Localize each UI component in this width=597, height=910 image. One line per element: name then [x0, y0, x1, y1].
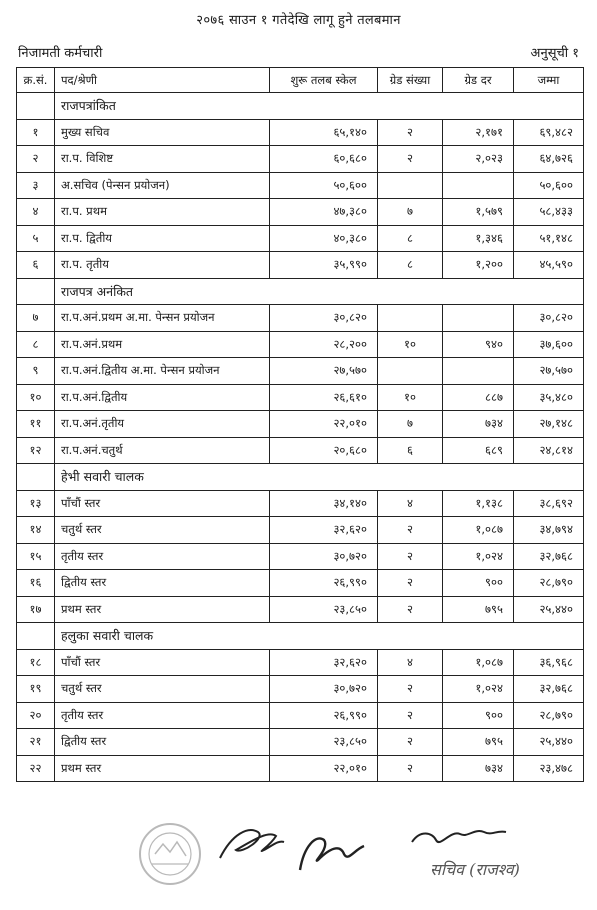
cell-total: २३,४७८: [514, 755, 584, 782]
cell-scale: ६५,१४०: [270, 119, 378, 146]
cell-post: रा.प. विशिष्ट: [55, 146, 270, 173]
table-row: [17, 119, 584, 146]
cell-grades: ४: [378, 490, 443, 517]
table-row: [17, 305, 584, 332]
cell-sn: ७: [17, 305, 55, 332]
cell-post: तृतीय स्तर: [55, 702, 270, 729]
cell-rate: ७९५: [443, 596, 514, 623]
cell-scale: २२,०१०: [270, 411, 378, 438]
cell-grades: ७: [378, 411, 443, 438]
cell-total: ६४,७२६: [514, 146, 584, 173]
cell-rate: ६८९: [443, 437, 514, 464]
cell-grades: [378, 305, 443, 332]
cell-sn: १९: [17, 676, 55, 703]
cell-sn: २२: [17, 755, 55, 782]
cell-rate: [443, 172, 514, 199]
col-header-post: पद/श्रेणी: [55, 68, 270, 93]
cell-total: ३६,९६८: [514, 649, 584, 676]
cell-sn: १: [17, 119, 55, 146]
cell-scale: ३०,७२०: [270, 676, 378, 703]
cell-total: ३८,६९२: [514, 490, 584, 517]
section-empty-cell: [17, 464, 55, 491]
section-title: हेभी सवारी चालक: [55, 464, 584, 491]
cell-scale: २३,८५०: [270, 596, 378, 623]
section-title: राजपत्रांकित: [55, 93, 584, 120]
cell-grades: २: [378, 676, 443, 703]
cell-rate: [443, 358, 514, 385]
cell-rate: १,०८७: [443, 517, 514, 544]
cell-grades: ८: [378, 252, 443, 279]
cell-rate: ७३४: [443, 411, 514, 438]
cell-rate: [443, 305, 514, 332]
cell-sn: १७: [17, 596, 55, 623]
cell-scale: ६०,६८०: [270, 146, 378, 173]
cell-scale: ५०,६००: [270, 172, 378, 199]
cell-total: ५१,१४८: [514, 225, 584, 252]
cell-scale: ३२,६२०: [270, 517, 378, 544]
cell-grades: २: [378, 702, 443, 729]
cell-total: २५,४४०: [514, 596, 584, 623]
cell-post: रा.प.अनं.द्वितीय अ.मा. पेन्सन प्रयोजन: [55, 358, 270, 385]
table-row: [17, 596, 584, 623]
table-row: [17, 358, 584, 385]
cell-total: २७,५७०: [514, 358, 584, 385]
table-row: [17, 411, 584, 438]
cell-grades: २: [378, 517, 443, 544]
table-row: [17, 755, 584, 782]
cell-total: ३४,७९४: [514, 517, 584, 544]
cell-sn: २१: [17, 729, 55, 756]
table-body: [17, 93, 584, 782]
signature-1-icon: [220, 830, 284, 858]
cell-scale: २६,६१०: [270, 384, 378, 411]
table-row: [17, 490, 584, 517]
cell-post: रा.प. तृतीय: [55, 252, 270, 279]
signature-area: [0, 820, 597, 906]
salary-table: [16, 67, 584, 782]
cell-grades: २: [378, 146, 443, 173]
cell-total: ५८,४३३: [514, 199, 584, 226]
cell-grades: [378, 172, 443, 199]
cell-scale: ३२,६२०: [270, 649, 378, 676]
cell-post: रा.प. द्वितीय: [55, 225, 270, 252]
cell-scale: २७,५७०: [270, 358, 378, 385]
table-row: [17, 729, 584, 756]
cell-post: चतुर्थ स्तर: [55, 676, 270, 703]
cell-post: प्रथम स्तर: [55, 596, 270, 623]
office-seal-icon: [140, 824, 200, 884]
table-row: [17, 517, 584, 544]
cell-rate: १,३४६: [443, 225, 514, 252]
cell-rate: १,२००: [443, 252, 514, 279]
office-label: निजामती कर्मचारी: [18, 46, 103, 61]
cell-total: ३७,६००: [514, 331, 584, 358]
table-row: [17, 570, 584, 597]
cell-grades: २: [378, 729, 443, 756]
table-row: [17, 702, 584, 729]
cell-post: अ.सचिव (पेन्सन प्रयोजन): [55, 172, 270, 199]
table-row: [17, 384, 584, 411]
cell-total: ३५,४८०: [514, 384, 584, 411]
page-title: २०७६ साउन १ गतेदेखि लागू हुने तलबमान: [196, 13, 401, 28]
cell-grades: [378, 358, 443, 385]
col-header-rate: ग्रेड दर: [443, 68, 514, 93]
cell-grades: १०: [378, 384, 443, 411]
cell-rate: १,०२४: [443, 543, 514, 570]
cell-post: रा.प.अनं.प्रथम अ.मा. पेन्सन प्रयोजन: [55, 305, 270, 332]
col-header-grades: ग्रेड संख्या: [378, 68, 443, 93]
cell-rate: १,५७९: [443, 199, 514, 226]
table-row: [17, 146, 584, 173]
col-header-sn: क्र.सं.: [17, 68, 55, 93]
cell-total: २४,८१४: [514, 437, 584, 464]
cell-scale: ३०,७२०: [270, 543, 378, 570]
cell-total: २५,४४०: [514, 729, 584, 756]
cell-sn: १५: [17, 543, 55, 570]
cell-sn: १८: [17, 649, 55, 676]
cell-post: पाँचौं स्तर: [55, 649, 270, 676]
cell-rate: २,०२३: [443, 146, 514, 173]
table-row: [17, 437, 584, 464]
section-row: [17, 93, 584, 120]
cell-total: २७,१४८: [514, 411, 584, 438]
cell-scale: २२,०१०: [270, 755, 378, 782]
cell-sn: २: [17, 146, 55, 173]
cell-rate: २,१७१: [443, 119, 514, 146]
section-title: हलुका सवारी चालक: [55, 623, 584, 650]
cell-sn: ८: [17, 331, 55, 358]
col-header-total: जम्मा: [514, 68, 584, 93]
cell-scale: २६,९९०: [270, 570, 378, 597]
cell-rate: ९४०: [443, 331, 514, 358]
cell-sn: २०: [17, 702, 55, 729]
cell-sn: १६: [17, 570, 55, 597]
cell-sn: ५: [17, 225, 55, 252]
cell-sn: १२: [17, 437, 55, 464]
cell-post: द्वितीय स्तर: [55, 570, 270, 597]
signature-2-icon: [300, 838, 364, 870]
table-row: [17, 199, 584, 226]
section-title: राजपत्र अनंकित: [55, 278, 584, 305]
cell-sn: १४: [17, 517, 55, 544]
cell-rate: ८८७: [443, 384, 514, 411]
table-row: [17, 676, 584, 703]
cell-total: ३२,७६८: [514, 543, 584, 570]
cell-post: प्रथम स्तर: [55, 755, 270, 782]
section-empty-cell: [17, 93, 55, 120]
cell-scale: ३४,१४०: [270, 490, 378, 517]
cell-grades: २: [378, 543, 443, 570]
cell-sn: ६: [17, 252, 55, 279]
cell-scale: ३०,८२०: [270, 305, 378, 332]
cell-sn: ४: [17, 199, 55, 226]
cell-sn: १०: [17, 384, 55, 411]
cell-rate: ७३४: [443, 755, 514, 782]
section-empty-cell: [17, 278, 55, 305]
cell-scale: २०,६८०: [270, 437, 378, 464]
cell-post: रा.प. प्रथम: [55, 199, 270, 226]
cell-scale: २६,९९०: [270, 702, 378, 729]
cell-sn: ११: [17, 411, 55, 438]
cell-total: ४५,५९०: [514, 252, 584, 279]
table-row: [17, 331, 584, 358]
cell-rate: १,०८७: [443, 649, 514, 676]
cell-grades: २: [378, 755, 443, 782]
cell-scale: ३५,९९०: [270, 252, 378, 279]
cell-post: पाँचौं स्तर: [55, 490, 270, 517]
cell-grades: १०: [378, 331, 443, 358]
cell-scale: २३,८५०: [270, 729, 378, 756]
cell-rate: १,१३८: [443, 490, 514, 517]
cell-grades: ८: [378, 225, 443, 252]
cell-post: चतुर्थ स्तर: [55, 517, 270, 544]
cell-post: रा.प.अनं.चतुर्थ: [55, 437, 270, 464]
table-row: [17, 649, 584, 676]
section-row: [17, 278, 584, 305]
cell-post: मुख्य सचिव: [55, 119, 270, 146]
cell-post: रा.प.अनं.प्रथम: [55, 331, 270, 358]
header-row: [17, 68, 584, 93]
cell-grades: २: [378, 596, 443, 623]
cell-grades: ६: [378, 437, 443, 464]
section-row: [17, 623, 584, 650]
cell-sn: ३: [17, 172, 55, 199]
cell-post: रा.प.अनं.द्वितीय: [55, 384, 270, 411]
cell-post: द्वितीय स्तर: [55, 729, 270, 756]
cell-total: ५०,६००: [514, 172, 584, 199]
table-row: [17, 225, 584, 252]
signature-caption: सचिव (राजश्व): [430, 860, 520, 879]
cell-total: ३२,७६८: [514, 676, 584, 703]
cell-sn: ९: [17, 358, 55, 385]
cell-total: ६९,४८२: [514, 119, 584, 146]
cell-rate: ९००: [443, 702, 514, 729]
table-row: [17, 543, 584, 570]
cell-rate: ७९५: [443, 729, 514, 756]
table-row: [17, 172, 584, 199]
cell-scale: ४०,३८०: [270, 225, 378, 252]
cell-grades: ४: [378, 649, 443, 676]
cell-rate: १,०२४: [443, 676, 514, 703]
section-row: [17, 464, 584, 491]
cell-total: २८,७९०: [514, 570, 584, 597]
cell-post: रा.प.अनं.तृतीय: [55, 411, 270, 438]
section-empty-cell: [17, 623, 55, 650]
cell-grades: ७: [378, 199, 443, 226]
cell-grades: २: [378, 570, 443, 597]
cell-scale: २८,२००: [270, 331, 378, 358]
table-row: [17, 252, 584, 279]
cell-total: ३०,८२०: [514, 305, 584, 332]
signature-3-icon: [412, 831, 506, 842]
cell-sn: १३: [17, 490, 55, 517]
cell-post: तृतीय स्तर: [55, 543, 270, 570]
cell-rate: ९००: [443, 570, 514, 597]
cell-total: २८,७९०: [514, 702, 584, 729]
cell-grades: २: [378, 119, 443, 146]
annex-label: अनुसूची १: [530, 46, 579, 61]
cell-scale: ४७,३८०: [270, 199, 378, 226]
col-header-scale: शुरू तलब स्केल: [270, 68, 378, 93]
